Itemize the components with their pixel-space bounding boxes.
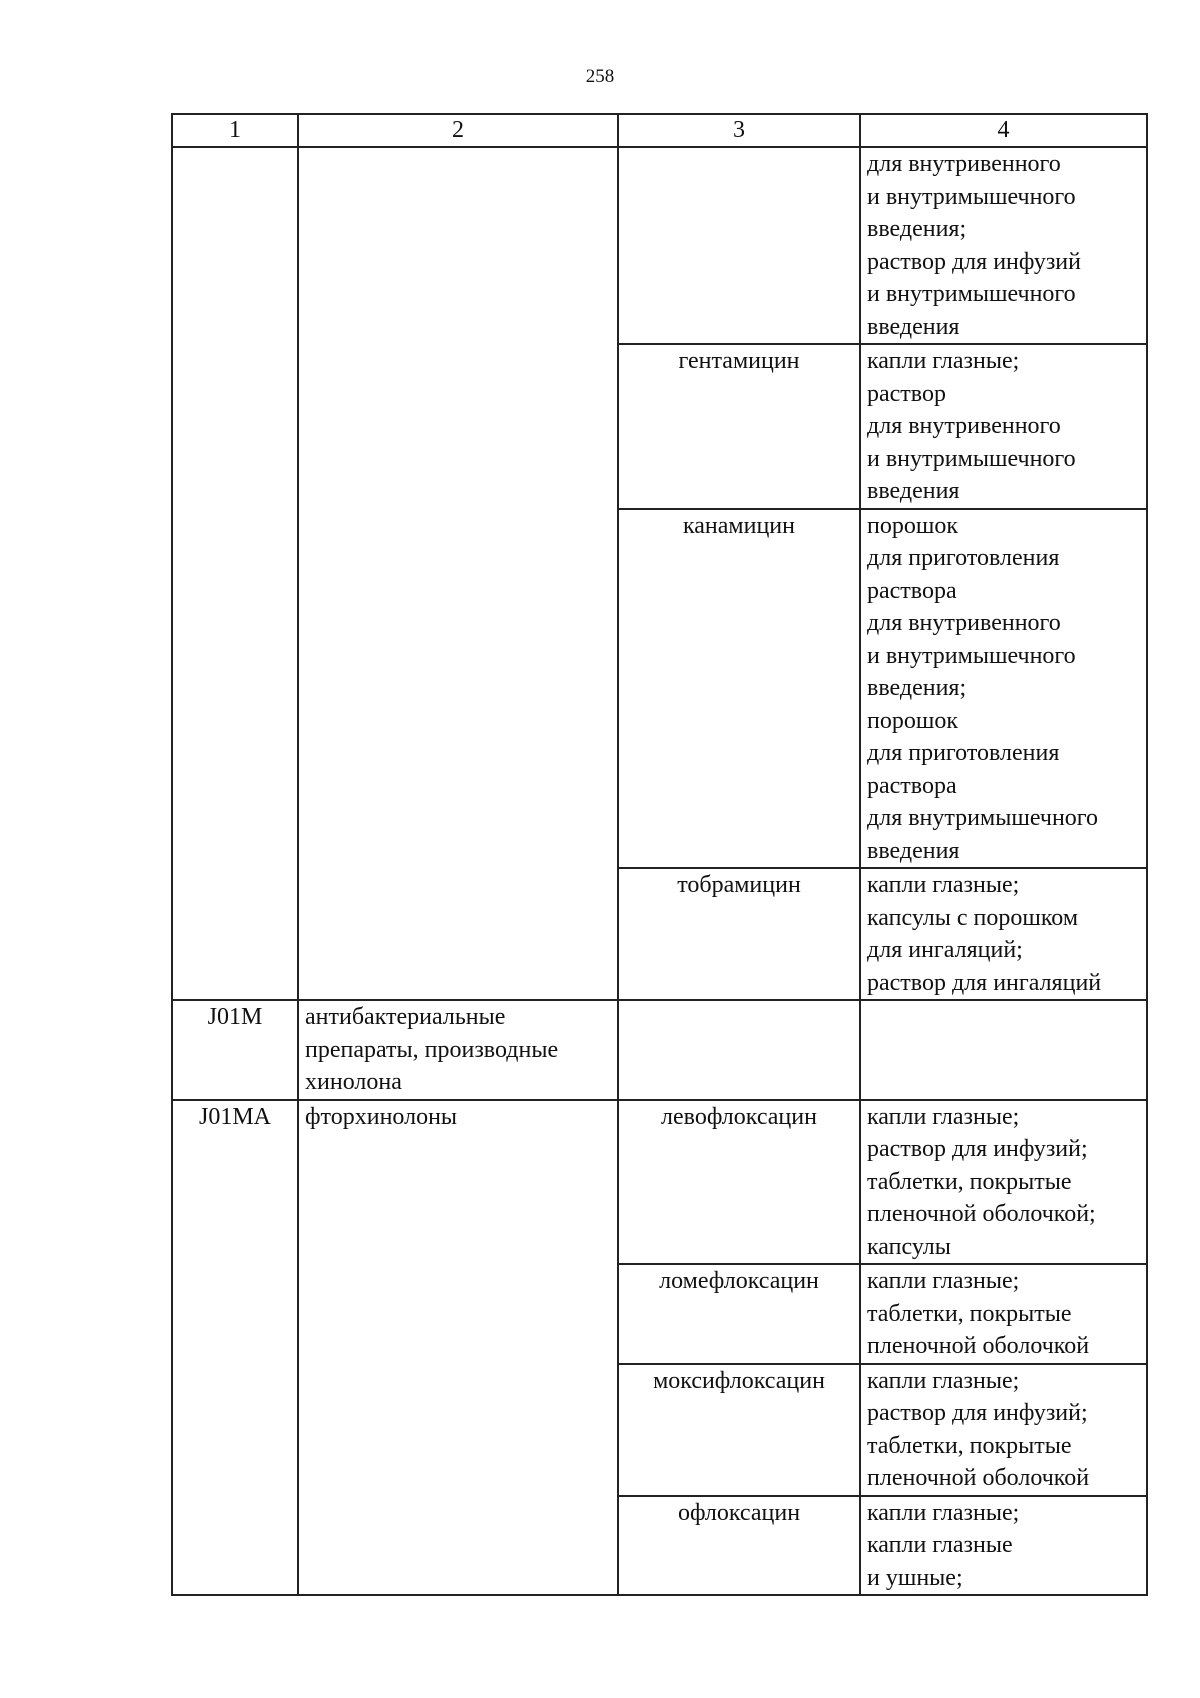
dosage-form-cell: капли глазные; раствор для инфузий; таблетки, покрытые пленочной оболочкой	[860, 1364, 1147, 1496]
drug-name-cell: канамицин	[618, 509, 860, 869]
dosage-form-cell: капли глазные; раствор для внутривенного и внутримышечного введения	[860, 344, 1147, 509]
drug-name-cell: офлоксацин	[618, 1496, 860, 1596]
group-name-cell	[298, 147, 618, 1000]
drug-name-cell: гентамицин	[618, 344, 860, 509]
dosage-form-cell	[860, 1000, 1147, 1100]
page-number: 258	[585, 66, 615, 87]
table-row	[172, 147, 1147, 344]
dosage-form-cell: капли глазные; капсулы с порошком для ингаляций; раствор для ингаляций	[860, 868, 1147, 1000]
atc-code-cell: J01MA	[172, 1100, 298, 1596]
table-row	[172, 1100, 1147, 1265]
drug-name-cell: ломефлоксацин	[618, 1264, 860, 1364]
column-header-1: 1	[172, 114, 298, 147]
table-row	[172, 1000, 1147, 1100]
drug-table	[171, 113, 1148, 1596]
atc-code-cell: J01M	[172, 1000, 298, 1100]
drug-name-cell	[618, 147, 860, 344]
dosage-form-cell: капли глазные; таблетки, покрытые пленочной оболочкой	[860, 1264, 1147, 1364]
dosage-form-cell: для внутривенного и внутримышечного введения; раствор для инфузий и внутримышечного введения	[860, 147, 1147, 344]
dosage-form-cell: капли глазные; капли глазные и ушные;	[860, 1496, 1147, 1596]
drug-name-cell: левофлоксацин	[618, 1100, 860, 1265]
drug-name-cell: тобрамицин	[618, 868, 860, 1000]
group-name-cell: фторхинолоны	[298, 1100, 618, 1596]
dosage-form-cell: порошок для приготовления раствора для внутривенного и внутримышечного введения; порошок для приготовления раствора для внутримышечного введения	[860, 509, 1147, 869]
group-name-cell: антибактериальные препараты, производные хинолона	[298, 1000, 618, 1100]
drug-name-cell	[618, 1000, 860, 1100]
table-header-row	[172, 114, 1147, 147]
column-header-2: 2	[298, 114, 618, 147]
column-header-4: 4	[860, 114, 1147, 147]
dosage-form-cell: капли глазные; раствор для инфузий; таблетки, покрытые пленочной оболочкой; капсулы	[860, 1100, 1147, 1265]
drug-name-cell: моксифлоксацин	[618, 1364, 860, 1496]
column-header-3: 3	[618, 114, 860, 147]
atc-code-cell	[172, 147, 298, 1000]
